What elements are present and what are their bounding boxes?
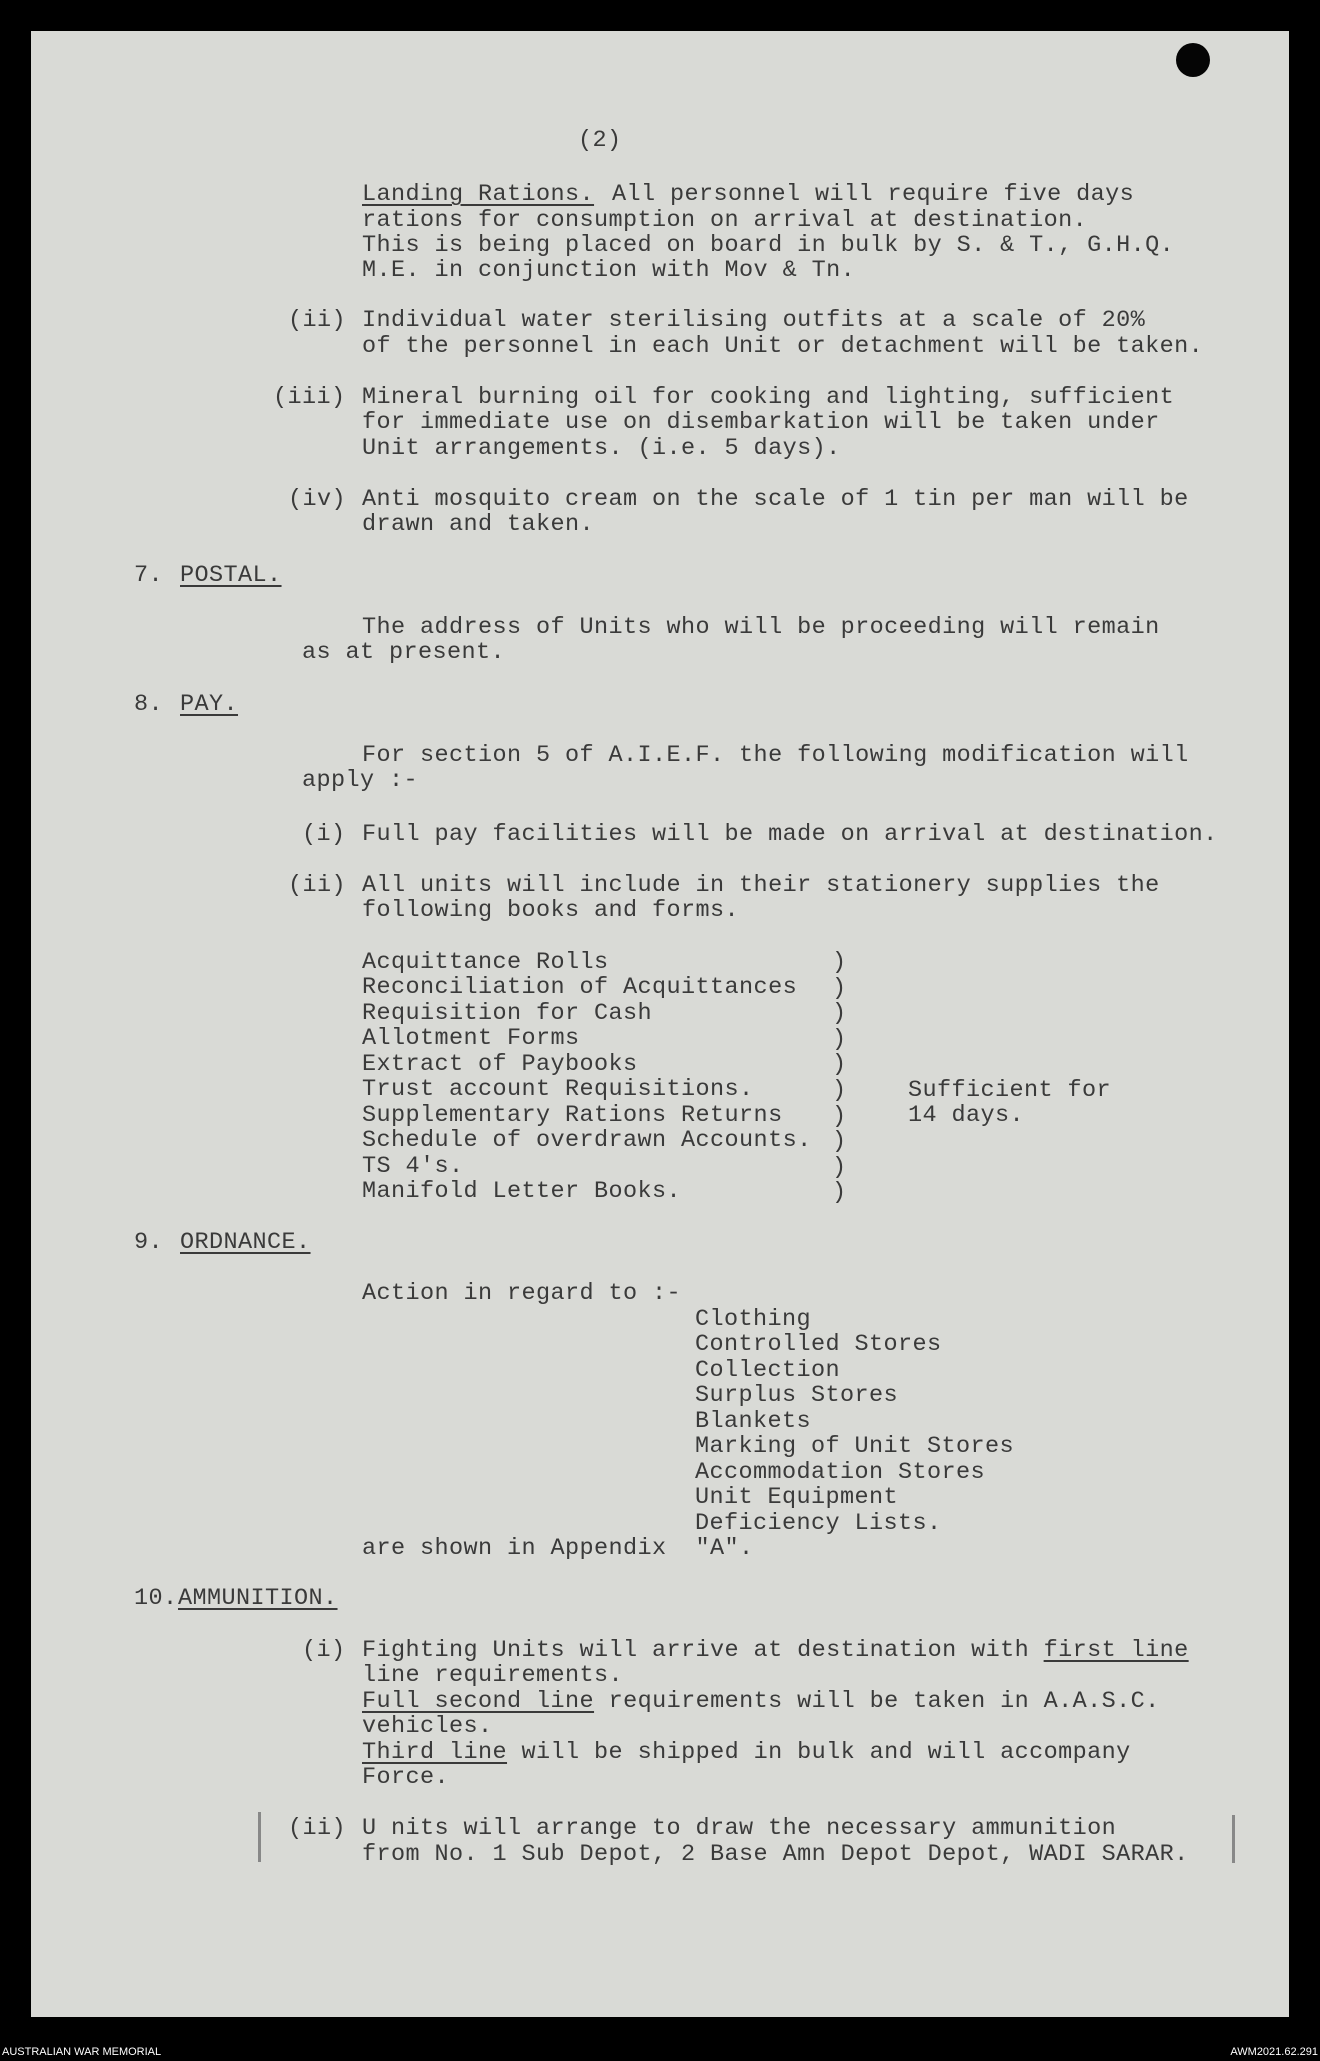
item-line: Force. [362,1764,450,1791]
item-line: following books and forms. [362,897,740,924]
landing-rations-title: Landing Rations. [362,181,595,208]
ordnance-item: Collection [695,1357,841,1384]
ordnance-intro: Action in regard to :- [362,1280,682,1307]
section-number: 8. [134,691,164,718]
item-number: (i) [302,821,346,848]
form-item: Extract of Paybooks [362,1051,638,1078]
form-item: Reconciliation of Acquittances [362,974,798,1001]
item-line: Full second line requirements will be taken in A.A.S.C. [362,1688,1160,1715]
item-line: drawn and taken. [362,511,595,538]
item-line: Individual water sterilising outfits at a scale of 20% [362,307,1146,334]
item-line: vehicles. [362,1713,493,1740]
brace-column: ) ) ) ) ) ) ) ) ) ) [832,949,847,1207]
ordnance-item: Accommodation Stores [695,1459,986,1486]
section-number: 7. [134,562,164,589]
pay-intro: For section 5 of A.I.E.F. the following modification will [362,742,1189,769]
item-line: Third line will be shipped in bulk and will accompany [362,1739,1131,1766]
item-line: from No. 1 Sub Depot, 2 Base Amn Depot Depot, WADI SARAR. [362,1841,1189,1868]
page-number: (2) [578,127,622,154]
item-number: (iii) [273,384,346,411]
item-line: Anti mosquito cream on the scale of 1 tin per man will be [362,486,1189,513]
footer-id: AWM2021.62.291 [1230,2046,1318,2058]
ordnance-heading: ORDNANCE. [180,1229,311,1256]
third-line-underlined: Third line [362,1739,508,1766]
form-item: Supplementary Rations Returns [362,1102,783,1129]
margin-mark [258,1812,261,1862]
form-item: Manifold Letter Books. [362,1178,682,1205]
postal-heading: POSTAL. [180,562,282,589]
item-number: (ii) [288,307,347,334]
footer-credit: AUSTRALIAN WAR MEMORIAL [2,2046,162,2058]
full-second-line-underlined: Full second line [362,1688,595,1715]
item-number: (ii) [288,872,347,899]
item-line: of the personnel in each Unit or detachment will be taken. [362,333,1204,360]
ammunition-heading: AMMUNITION. [178,1585,338,1612]
item-line: All units will include in their stationery supplies the [362,872,1160,899]
ordnance-item: Unit Equipment [695,1484,899,1511]
item-line: for immediate use on disembarkation will be taken under [362,409,1160,436]
item-line: Unit arrangements. (i.e. 5 days). [362,435,841,462]
postal-line: The address of Units who will be proceeding will remain [362,614,1160,641]
landing-rations-line: All personnel will require five days [612,181,1135,208]
ordnance-item: Surplus Stores [695,1382,899,1409]
form-item: Acquittance Rolls [362,949,609,976]
pay-heading: PAY. [180,691,239,718]
form-item: Allotment Forms [362,1025,580,1052]
item-line: line requirements. [362,1662,624,1689]
form-item: Trust account Requisitions. [362,1076,754,1103]
item-line: U nits will arrange to draw the necessary ammunition [362,1815,1117,1842]
ordnance-item: Blankets [695,1408,812,1435]
item-number: (ii) [288,1815,347,1842]
landing-rations-line: M.E. in conjunction with Mov & Tn. [362,257,856,284]
item-line: Mineral burning oil for cooking and lighting, sufficient [362,384,1175,411]
form-item: Requisition for Cash [362,1000,653,1027]
item-line: Full pay facilities will be made on arrival at destination. [362,821,1218,848]
item-number: (iv) [288,486,347,513]
ordnance-item: Deficiency Lists. [695,1510,942,1537]
landing-rations-line: rations for consumption on arrival at destination. [362,207,1088,234]
sufficient-note: Sufficient for [908,1077,1112,1104]
ordnance-closing: are shown in Appendix "A". [362,1535,754,1562]
item-line: Fighting Units will arrive at destination with first line [362,1637,1189,1664]
form-item: Schedule of overdrawn Accounts. [362,1127,812,1154]
form-item: TS 4's. [362,1153,464,1180]
section-number: 10. [134,1585,178,1612]
sufficient-note: 14 days. [908,1102,1025,1129]
ordnance-item: Clothing [695,1306,812,1333]
ordnance-item: Marking of Unit Stores [695,1433,1015,1460]
landing-rations-line: This is being placed on board in bulk by S. & T., G.H.Q. [362,232,1175,259]
section-number: 9. [134,1229,164,1256]
item-number: (i) [302,1637,346,1664]
punch-hole [1176,43,1210,77]
ordnance-item: Controlled Stores [695,1331,942,1358]
postal-line: as at present. [302,639,506,666]
first-line-underlined: first line [1043,1637,1189,1664]
pay-intro: apply :- [302,767,419,794]
margin-mark [1232,1815,1235,1863]
